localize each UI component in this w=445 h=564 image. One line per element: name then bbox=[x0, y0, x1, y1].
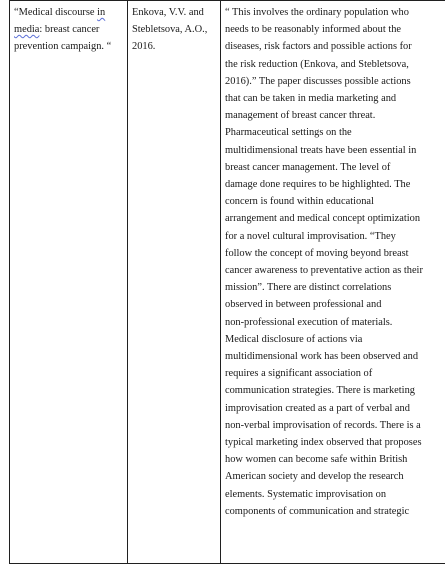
summary-line: management of breast cancer threat. bbox=[225, 107, 441, 124]
title-cell[interactable] bbox=[10, 1, 128, 564]
summary-line: requires a significant association of bbox=[225, 365, 441, 382]
summary-line: improvisation created as a part of verbal and bbox=[225, 400, 441, 417]
summary-line: typical marketing index observed that proposes bbox=[225, 434, 441, 451]
summary-line: communication strategies. There is marketing bbox=[225, 382, 441, 399]
title-word: Medical discourse bbox=[19, 7, 95, 18]
summary-line: damage done requires to be highlighted. The bbox=[225, 176, 441, 193]
title-line-1 bbox=[14, 4, 123, 21]
summary-line: observed in between professional and bbox=[225, 296, 441, 313]
summary-line: follow the concept of moving beyond breast bbox=[225, 245, 441, 262]
summary-line: 2016).” The paper discusses possible actions bbox=[225, 73, 441, 90]
summary-cell[interactable] bbox=[221, 1, 445, 564]
summary-line: Pharmaceutical settings on the bbox=[225, 124, 441, 141]
summary-line: elements. Systematic improvisation on bbox=[225, 486, 441, 503]
authors-line: Enkova, V.V. and bbox=[132, 4, 216, 21]
document-page bbox=[9, 0, 441, 563]
summary-line: multidimensional work has been observed and bbox=[225, 348, 441, 365]
authors-line: 2016. bbox=[132, 38, 216, 55]
summary-line: Medical disclosure of actions via bbox=[225, 331, 441, 348]
open-quote: “ bbox=[14, 7, 19, 18]
table-row bbox=[10, 1, 445, 564]
literature-review-table bbox=[9, 0, 445, 564]
summary-line: components of communication and strategic bbox=[225, 503, 441, 520]
summary-line: the risk reduction (Enkova, and Stebletsova, bbox=[225, 56, 441, 73]
summary-line: breast cancer management. The level of bbox=[225, 159, 441, 176]
authors-cell[interactable] bbox=[128, 1, 221, 564]
title-line-2 bbox=[14, 21, 123, 38]
summary-line: how women can become safe within British bbox=[225, 451, 441, 468]
summary-line: arrangement and medical concept optimization bbox=[225, 210, 441, 227]
summary-line: mission”. There are distinct correlations bbox=[225, 279, 441, 296]
summary-line: non-professional execution of materials. bbox=[225, 314, 441, 331]
summary-line: cancer awareness to preventative action as their bbox=[225, 262, 441, 279]
summary-line: non-verbal improvisation of records. There is a bbox=[225, 417, 441, 434]
summary-line: “ This involves the ordinary population who bbox=[225, 4, 441, 21]
authors-line: Stebletsova, A.O., bbox=[132, 21, 216, 38]
summary-line: for a novel cultural improvisation. “They bbox=[225, 228, 441, 245]
summary-line: diseases, risk factors and possible actions for bbox=[225, 38, 441, 55]
summary-line: multidimensional treats have been essential in bbox=[225, 142, 441, 159]
spellcheck-flagged-word[interactable]: media bbox=[14, 24, 39, 35]
summary-line: that can be taken in media marketing and bbox=[225, 90, 441, 107]
title-line-3: prevention campaign. “ bbox=[14, 38, 123, 55]
summary-line: concern is found within educational bbox=[225, 193, 441, 210]
summary-line: needs to be reasonably informed about the bbox=[225, 21, 441, 38]
spellcheck-flagged-word[interactable]: in bbox=[97, 7, 105, 18]
title-text: : breast cancer bbox=[39, 24, 99, 35]
summary-line: American society and develop the research bbox=[225, 468, 441, 485]
